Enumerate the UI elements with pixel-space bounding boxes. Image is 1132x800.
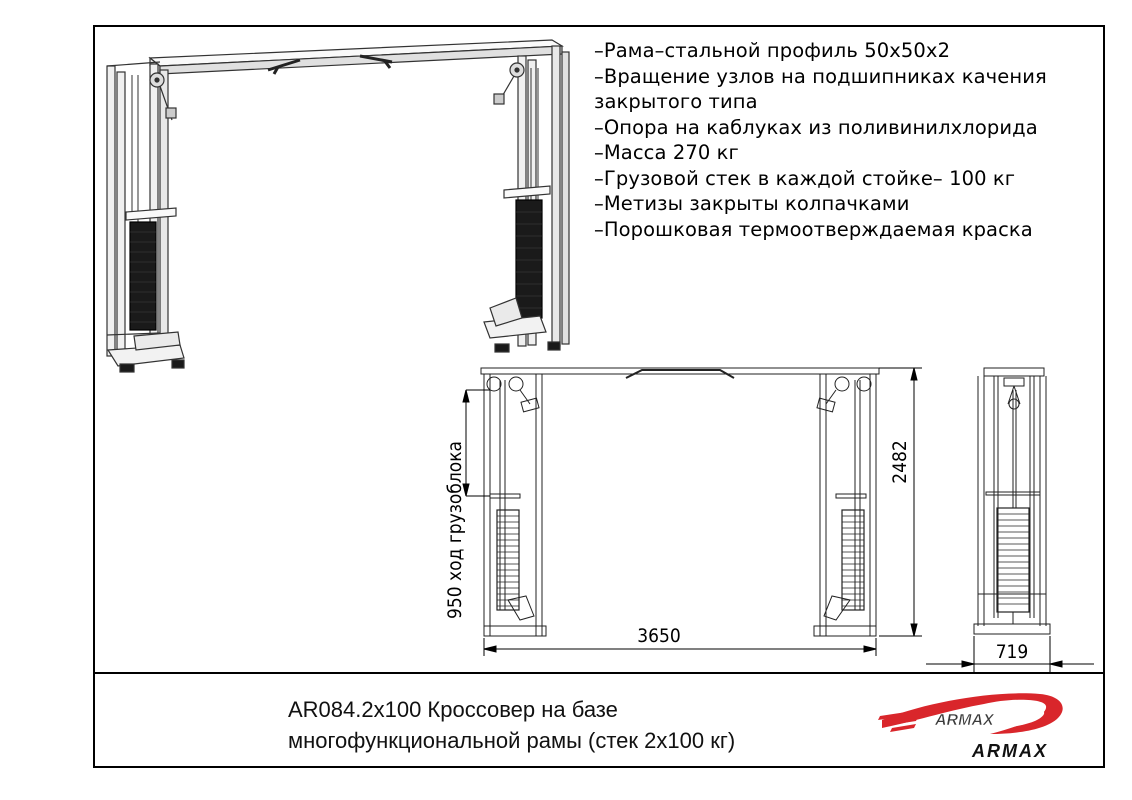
product-title-line1: AR084.2х100 Кроссовер на базе bbox=[288, 697, 618, 722]
spec-mass: –Масса 270 кг bbox=[594, 141, 739, 164]
armax-text-logo bbox=[966, 741, 1092, 761]
spec-feet: –Опора на каблуках из поливинилхлорида bbox=[594, 115, 1038, 139]
logo-text-2: ARMAX bbox=[972, 741, 1048, 761]
depth-dimension: 719 bbox=[995, 641, 1029, 663]
spec-weight-stack: –Грузовой стек в каждой стойке– 100 кг bbox=[594, 166, 1016, 190]
side-view bbox=[974, 368, 1050, 634]
width-dimension: 3650 bbox=[637, 625, 681, 647]
spec-paint: –Порошковая термоотверждаемая краска bbox=[594, 217, 1033, 241]
spec-frame: –Рама–стальной профиль 50х50х2 bbox=[594, 39, 951, 62]
isometric-view bbox=[107, 40, 569, 372]
dimension-lines bbox=[463, 368, 922, 656]
armax-swoosh-logo bbox=[878, 693, 1063, 734]
spec-caps: –Метизы закрыты колпачками bbox=[594, 192, 910, 215]
front-view bbox=[481, 368, 879, 636]
spec-bearings: –Вращение узлов на подшипниках качения bbox=[594, 64, 1047, 88]
height-dimension: 2482 bbox=[889, 440, 911, 484]
stroke-dimension: 950 ход грузоблока bbox=[444, 440, 466, 620]
spec-bearings-cont: закрытого типа bbox=[594, 90, 758, 113]
product-title-line2: многофункциональной рамы (стек 2х100 кг) bbox=[288, 728, 736, 753]
logo-text-1: ARMAX bbox=[935, 712, 994, 729]
